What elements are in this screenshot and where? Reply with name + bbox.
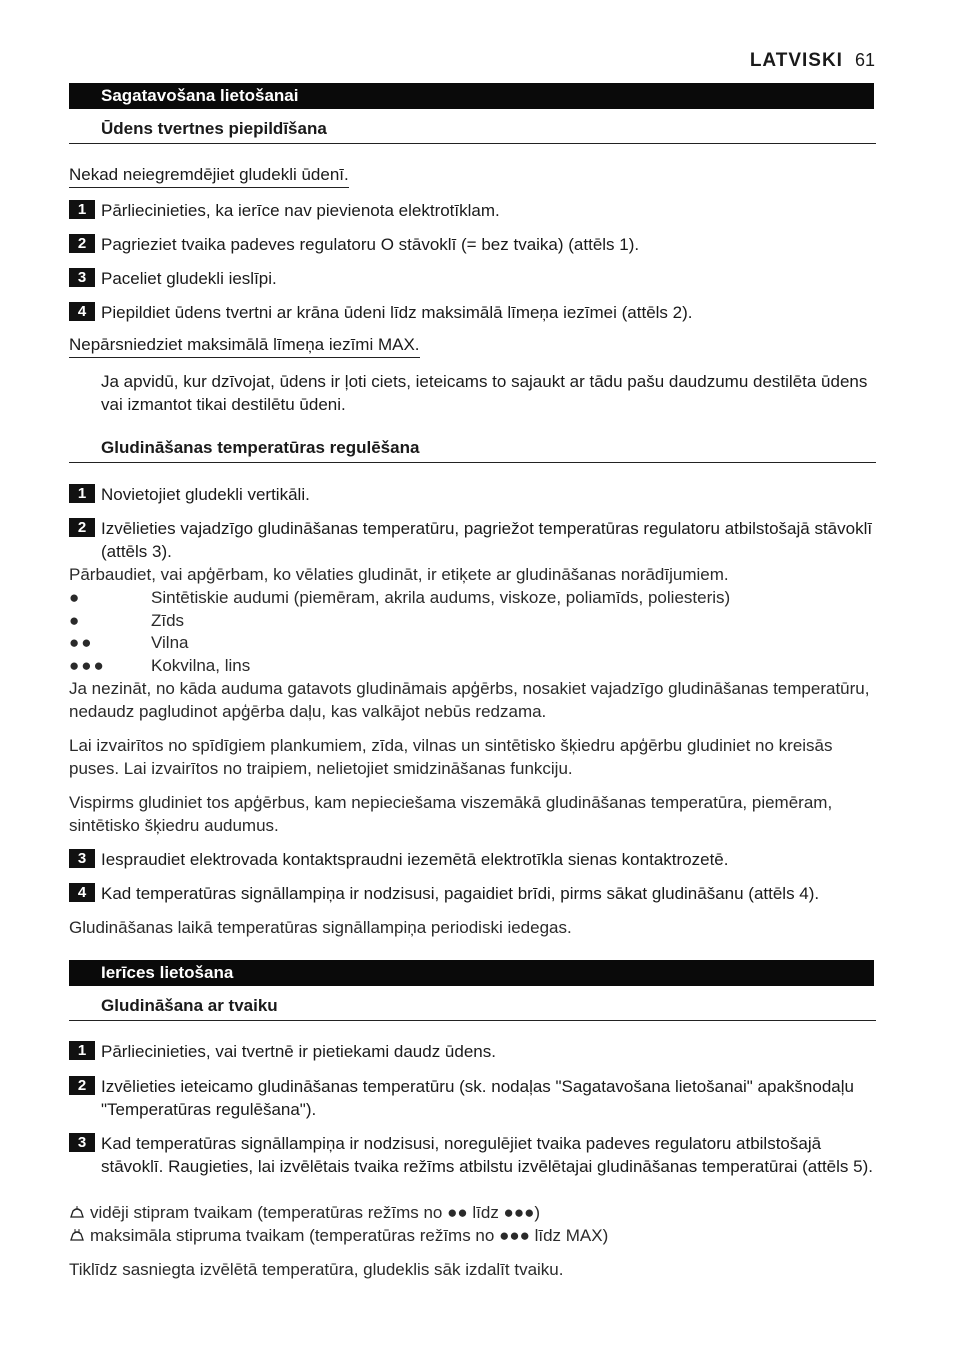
subsection-title-water-tank: Ūdens tvertnes piepildīšana bbox=[69, 119, 876, 144]
step-text: Izvēlieties vajadzīgo gludināšanas temperatūru, pagriežot temperatūras regulatoru atbilstošajā stāvoklī (attēls 3). bbox=[101, 519, 873, 561]
fabric-label: Vilna bbox=[151, 633, 189, 652]
step-number: 4 bbox=[69, 302, 95, 321]
subsection-title-steam-ironing: Gludināšana ar tvaiku bbox=[69, 996, 876, 1021]
steam-medium-text: vidēji stipram tvaikam (temperatūras režīms no ●● līdz ●●●) bbox=[90, 1203, 541, 1222]
shiny-spots-paragraph: Lai izvairītos no spīdīgiem plankumiem, zīda, vilnas un sintētisko šķiedru apģērbu gludiniet no kreisās puses. Lai izvairītos no traipiem, nelietojiet smidzināšanas funkciju. bbox=[69, 736, 833, 778]
step-number: 1 bbox=[69, 200, 95, 219]
temperature-dots: ●●● bbox=[69, 656, 106, 675]
step-item bbox=[69, 483, 879, 506]
lowest-temperature-paragraph: Vispirms gludiniet tos apģērbus, kam nepieciešama viszemākā gludināšanas temperatūra, piemēram, sintētisko šķiedru audumus. bbox=[69, 793, 833, 835]
unknown-fabric-paragraph: Ja nezināt, no kāda auduma gatavots gludināmais apģērbs, nosakiet vajadzīgo gludināšanas temperatūru, nedaudz pagludinot apģērba daļu, kas valkājot nebūs redzama. bbox=[69, 679, 870, 721]
step-text: Paceliet gludekli ieslīpi. bbox=[101, 269, 277, 288]
step-number: 1 bbox=[69, 1041, 95, 1060]
step-number: 2 bbox=[69, 518, 95, 537]
warning-max-level: Nepārsniedziet maksimālā līmeņa iezīmi MAX. bbox=[69, 335, 420, 358]
fabric-row bbox=[69, 631, 189, 654]
step-text: Novietojiet gludekli vertikāli. bbox=[101, 485, 310, 504]
step-number: 2 bbox=[69, 234, 95, 253]
step-number: 3 bbox=[69, 849, 95, 868]
fabric-label: Sintētiskie audumi (piemēram, akrila audums, viskoze, poliamīds, poliesteris) bbox=[151, 588, 731, 607]
temperature-dots: ● bbox=[69, 588, 82, 607]
step-text: Kad temperatūras signāllampiņa ir nodzisusi, pagaidiet brīdi, pirms sākat gludināšanu (attēls 4). bbox=[101, 884, 820, 903]
temperature-dots: ●● bbox=[69, 633, 94, 652]
step-number: 3 bbox=[69, 268, 95, 287]
step-item bbox=[69, 301, 879, 324]
step-item bbox=[69, 882, 879, 905]
page-header bbox=[750, 50, 875, 72]
step-item bbox=[69, 848, 879, 871]
step-number: 2 bbox=[69, 1076, 95, 1095]
step-number: 3 bbox=[69, 1133, 95, 1152]
fabric-label: Zīds bbox=[151, 611, 185, 630]
step-item bbox=[69, 1040, 879, 1063]
section-title-preparation: Sagatavošana lietošanai bbox=[69, 83, 874, 109]
fabric-label: Kokvilna, lins bbox=[151, 656, 251, 675]
page-number: 61 bbox=[854, 50, 875, 70]
step-text: Piepildiet ūdens tvertni ar krāna ūdeni līdz maksimālā līmeņa iezīmei (attēls 2). bbox=[101, 303, 693, 322]
fabric-row bbox=[69, 609, 184, 632]
steam-start-note: Tiklīdz sasniegta izvēlētā temperatūra, gludeklis sāk izdalīt tvaiku. bbox=[69, 1260, 564, 1279]
fabric-row bbox=[69, 586, 730, 609]
step-text: Pārliecinieties, ka ierīce nav pievienota elektrotīklam. bbox=[101, 201, 500, 220]
temperature-dots: ● bbox=[69, 611, 82, 630]
step-text: Pārliecinieties, vai tvertnē ir pietiekami daudz ūdens. bbox=[101, 1042, 496, 1061]
step-text: Kad temperatūras signāllampiņa ir nodzisusi, noregulējiet tvaika padeves regulatoru atbilstošajā stāvoklī. Raugieties, lai izvēlētais tvaika režīms atbilstu izvēlētajai gludināšanas temperatūrai (attēls 5). bbox=[101, 1134, 873, 1176]
hard-water-note: Ja apvidū, kur dzīvojat, ūdens ir ļoti ciets, ieteicams to sajaukt ar tādu pašu daudzumu destilēta ūdens vai izmantot tikai destilētu ūdeni. bbox=[101, 372, 868, 414]
steam-medium-icon bbox=[69, 1205, 85, 1219]
signal-light-note: Gludināšanas laikā temperatūras signāllampiņa periodiski iedegas. bbox=[69, 918, 572, 937]
step-item bbox=[69, 267, 879, 290]
step-number: 1 bbox=[69, 484, 95, 503]
step-text: Iespraudiet elektrovada kontaktspraudni iezemētā elektrotīkla sienas kontaktrozetē. bbox=[101, 850, 729, 869]
language-label: LATVISKI bbox=[749, 50, 843, 71]
steam-medium-row bbox=[69, 1201, 540, 1224]
step-item bbox=[69, 199, 879, 222]
step-text: Pagrieziet tvaika padeves regulatoru O stāvoklī (= bez tvaika) (attēls 1). bbox=[101, 235, 640, 254]
steam-max-text: maksimāla stipruma tvaikam (temperatūras režīms no ●●● līdz MAX) bbox=[90, 1226, 609, 1245]
step-item bbox=[69, 233, 879, 256]
subsection-title-temperature: Gludināšanas temperatūras regulēšana bbox=[69, 438, 876, 463]
step-item bbox=[69, 1132, 879, 1178]
fabric-row bbox=[69, 654, 250, 677]
warning-no-immerse: Nekad neiegremdējiet gludekli ūdenī. bbox=[69, 165, 349, 188]
steam-max-icon bbox=[69, 1228, 85, 1242]
step-number: 4 bbox=[69, 883, 95, 902]
check-label-text: Pārbaudiet, vai apģērbam, ko vēlaties gludināt, ir etiķete ar gludināšanas norādījumiem. bbox=[69, 565, 729, 584]
steam-max-row bbox=[69, 1224, 608, 1247]
step-item bbox=[69, 1075, 879, 1121]
section-title-usage: Ierīces lietošana bbox=[69, 960, 874, 986]
step-item bbox=[69, 517, 879, 563]
step-text: Izvēlieties ieteicamo gludināšanas temperatūru (sk. nodaļas "Sagatavošana lietošanai" apakšnodaļu "Temperatūras regulēšana"). bbox=[101, 1077, 854, 1119]
